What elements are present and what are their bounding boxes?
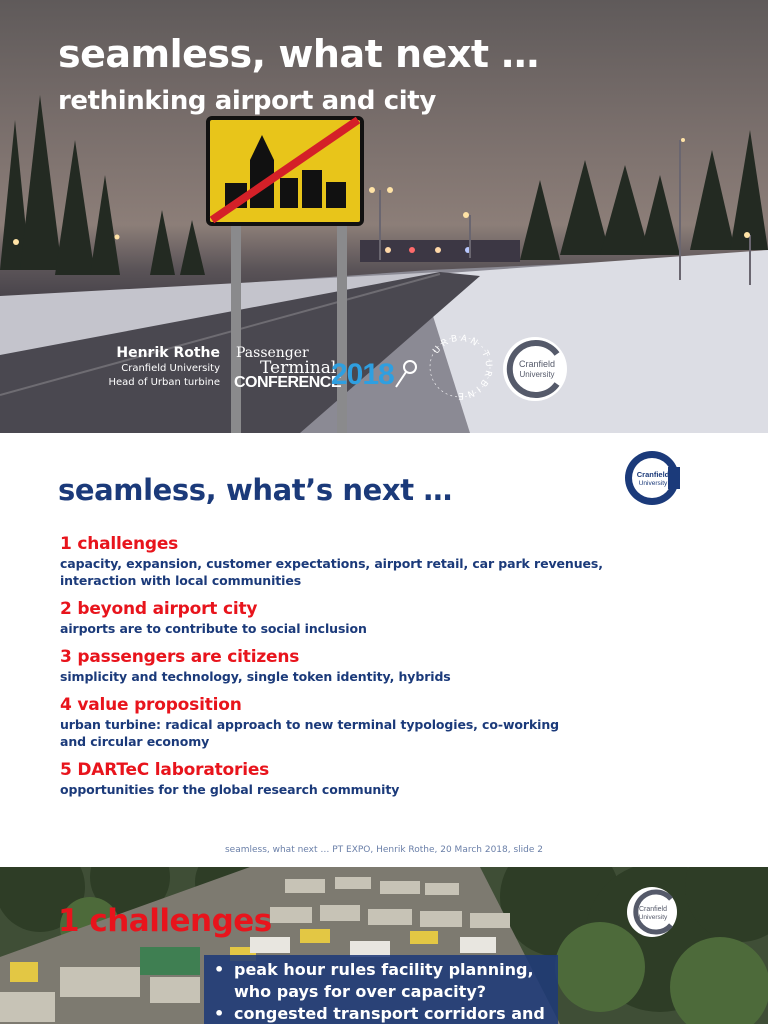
agenda-item-description: capacity, expansion, customer expectations, airport retail, car park revenues, (60, 556, 603, 571)
cranfield-logo-line2: University (519, 370, 555, 379)
agenda-item-description: simplicity and technology, single token identity, hybrids (60, 669, 451, 684)
slide-title: 1 challenges (58, 903, 272, 939)
conference-logo-line2: Terminal (260, 358, 337, 378)
title-slide (0, 0, 768, 433)
cranfield-logo-line2: University (638, 914, 668, 921)
agenda-item-description: urban turbine: radical approach to new terminal typologies, co-working (60, 717, 559, 732)
slide-subtitle: rethinking airport and city (58, 86, 436, 116)
slide-title: seamless, what next … (58, 32, 539, 76)
presenter-name: Henrik Rothe (116, 345, 220, 361)
conference-logo-year: 2018 (331, 358, 394, 391)
agenda-item-description: airports are to contribute to social inclusion (60, 621, 367, 636)
agenda-item-heading: 1 challenges (60, 534, 179, 554)
challenge-bullets (214, 959, 554, 1024)
agenda-item (60, 533, 620, 589)
bullet-item (214, 1003, 554, 1024)
bullet-text: peak hour rules facility planning, (234, 960, 534, 979)
slide-title: seamless, what’s next … (58, 473, 452, 507)
agenda-item-heading: 2 beyond airport city (60, 599, 258, 619)
cranfield-logo-line2: University (638, 480, 668, 487)
agenda-list (60, 533, 620, 807)
agenda-item (60, 694, 620, 750)
agenda-item (60, 759, 620, 798)
cranfield-logo-line1: Cranfield (518, 359, 556, 369)
cranfield-university-logo (502, 336, 568, 402)
bullet-item (214, 959, 554, 981)
agenda-slide (0, 433, 768, 867)
agenda-item-description: and circular economy (60, 734, 210, 749)
agenda-item-heading: 4 value proposition (60, 695, 242, 715)
agenda-item-description: interaction with local communities (60, 573, 302, 588)
passenger-terminal-conference-logo (232, 345, 422, 395)
presenter-block (108, 344, 220, 390)
bullet-item (214, 981, 554, 1003)
challenges-slide (0, 867, 768, 1024)
agenda-item (60, 646, 620, 685)
slide-footer: seamless, what next … PT EXPO, Henrik Rothe, 20 March 2018, slide 2 (224, 845, 544, 855)
microphone-icon (392, 359, 420, 391)
agenda-item-description: opportunities for the global research community (60, 782, 400, 797)
urban-turbine-logo-text: URBAN TURBINE (431, 333, 494, 401)
presenter-role: Head of Urban turbine (108, 377, 220, 388)
bullet-marker: • (214, 1004, 225, 1023)
cranfield-logo-line1: Cranfield (638, 906, 668, 913)
cranfield-university-logo (626, 886, 678, 938)
urban-turbine-logo (424, 331, 496, 403)
bullet-text: who pays for over capacity? (234, 982, 487, 1001)
cranfield-logo-line1: Cranfield (636, 470, 670, 479)
agenda-item-heading: 3 passengers are citizens (60, 647, 300, 667)
agenda-item (60, 598, 620, 637)
conference-logo-line1: Passenger (236, 345, 309, 361)
bullet-marker: • (214, 960, 225, 979)
agenda-item-heading: 5 DARTeC laboratories (60, 760, 270, 780)
conference-logo-line3: CONFERENCE (234, 374, 342, 391)
cranfield-university-logo (624, 450, 680, 506)
bullet-text: congested transport corridors and (234, 1004, 545, 1023)
presenter-affiliation: Cranfield University (121, 363, 220, 374)
